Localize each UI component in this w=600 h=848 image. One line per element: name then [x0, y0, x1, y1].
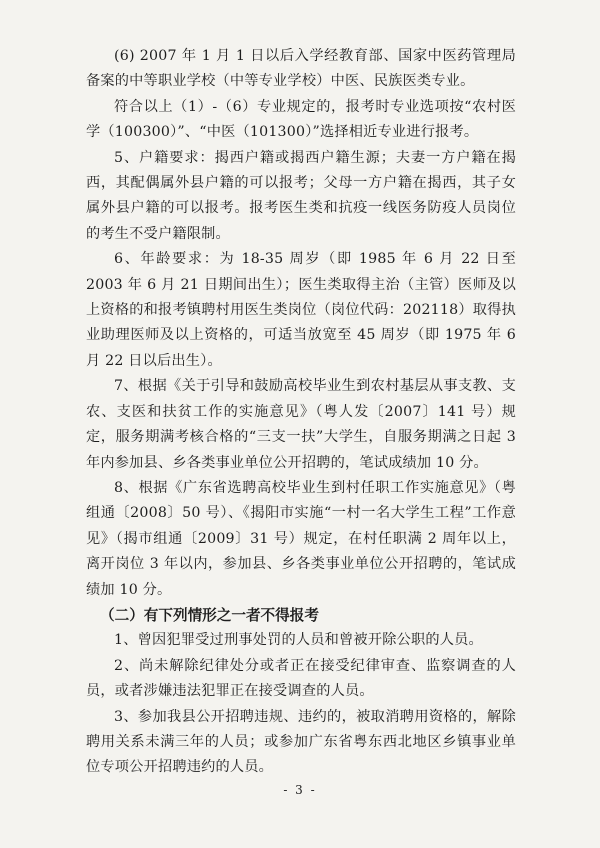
paragraph-item-6-tcm: (6) 2007 年 1 月 1 日以后入学经教育部、国家中医药管理局备案的中等职业学校（中等专业学校）中医、民族医类专业。	[86, 48, 516, 90]
paragraph-household-requirement: 5、户籍要求：揭西户籍或揭西户籍生源；夫妻一方户籍在揭西，其配偶属外县户籍的可以报考；父母一方户籍在揭西，其子女属外县户籍的可以报考。报考医生类和抗疫一线医务防疫人员岗位的考生不受户籍限制。	[86, 149, 516, 242]
paragraph-three-supports-bonus: 7、根据《关于引导和鼓励高校毕业生到农村基层从事支教、支农、支医和扶贫工作的实施意见》（粤人发〔2007〕141 号）规定，服务期满考核合格的“三支一扶”大学生，自服务期满之日起 3 年内参加县、乡各类事业单位公开招聘的，笔试成绩加 10 分。	[86, 378, 516, 471]
paragraph-ineligible-2: 2、尚未解除纪律处分或者正在接受纪律审查、监察调查的人员，或者涉嫌违法犯罪正在接受调查的人员。	[86, 657, 516, 700]
paragraph-age-requirement: 6、年龄要求：为 18-35 周岁（即 1985 年 6 月 22 日至 2003 年 6 月 21 日期间出生）；医生类取得主治（主管）医师及以上资格的和报考镇聘村用医生类岗位（岗位代码：202118）取得执业助理医师及以上资格的，可适当放宽至 45 周岁（即 1975 年 6 月 22 日以后出生）。	[86, 251, 516, 369]
section-heading-ineligible: （二）有下列情形之一者不得报考	[100, 606, 319, 624]
paragraph-ineligible-1: 1、曾因犯罪受过刑事处罚的人员和曾被开除公职的人员。	[114, 632, 483, 649]
page-number: - 3 -	[283, 783, 317, 797]
paragraph-major-selection: 符合以上（1）-（6）专业规定的，报考时专业选项按“农村医学（100300）”、“中医（101300）”选择相近专业进行报考。	[86, 98, 516, 141]
paragraph-ineligible-3: 3、参加我县公开招聘违规、违约的，被取消聘用资格的，解除聘用关系未满三年的人员；或参加广东省粤东西北地区乡镇事业单位专项公开招聘违约的人员。	[86, 708, 516, 776]
paragraph-village-official-bonus: 8、根据《广东省选聘高校毕业生到村任职工作实施意见》（粤组通〔2008〕50 号）、《揭阳市实施“一村一名大学生工程”工作意见》（揭市组通〔2009〕31 号）规定，在村任职满 2 周年以上，离开岗位 3 年以内，参加县、乡各类事业单位公开招聘的，笔试成绩加 10 分。	[86, 479, 516, 598]
